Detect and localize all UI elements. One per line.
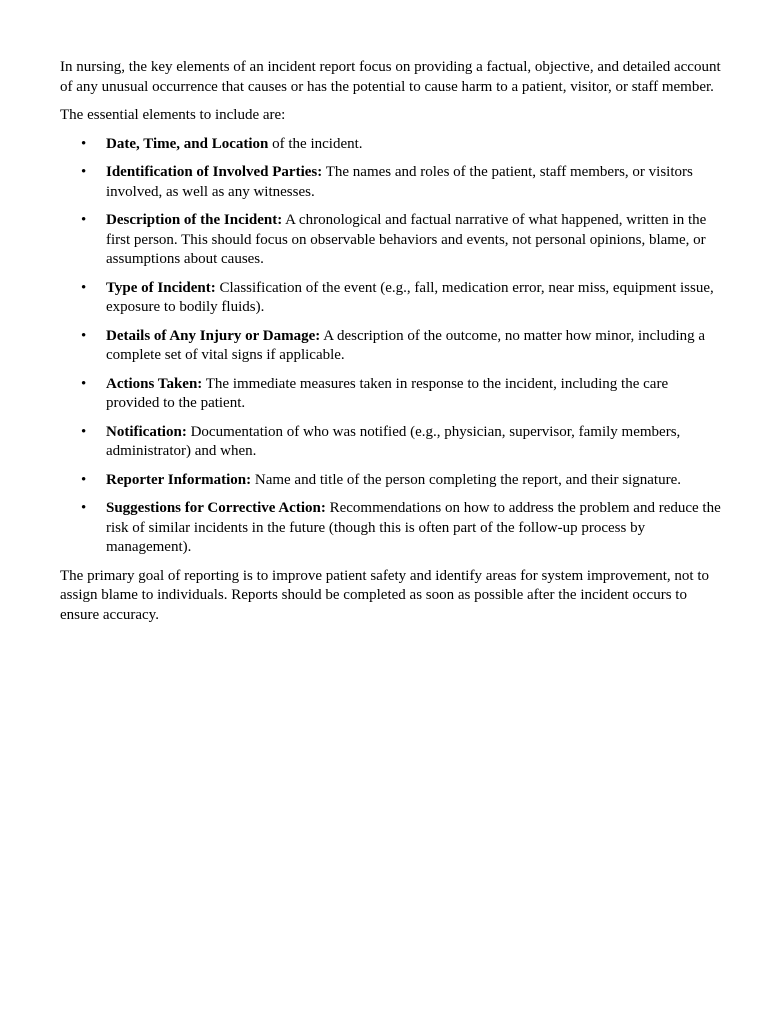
list-item-text: The names and roles of the patient, staff members, or visitors involved, as well as any witnesses. [106,164,693,200]
list-lead-in: The essential elements to include are: [60,107,286,123]
closing-paragraph: The primary goal of reporting is to improve patient safety and identify areas for system improvement, not to assign blame to individuals. Reports should be completed as soon as possible after the incident occurs to ensure accuracy. [60,567,709,623]
list-item-text: A chronological and factual narrative of what happened, written in the first person. This should focus on observable behaviors and events, not personal opinions, blame, or assumptions about causes. [106,212,707,267]
list-item [106,135,724,155]
list-item [106,211,724,270]
list-item [106,163,724,202]
list-item [106,327,724,366]
list-item-text: Name and title of the person completing the report, and their signature. [251,471,681,488]
list-item-text: A description of the outcome, no matter how minor, including a complete set of vital signs if applicable. [106,327,706,363]
list-item-term: Date, Time, and Location [106,135,269,152]
list-item-term: Suggestions for Corrective Action: [106,500,326,516]
list-item [106,423,724,462]
list-item [106,279,724,318]
list-item [106,471,724,491]
list-item-text: Documentation of who was notified (e.g., physician, supervisor, family members, administrator) and when. [106,423,681,459]
list-item-text: Classification of the event (e.g., fall, medication error, near miss, equipment issue, exposure to bodily fluids). [106,279,714,315]
list-item-term: Actions Taken: [106,375,203,392]
list-item-term: Type of Incident: [106,279,216,296]
essential-elements-list [60,135,724,558]
list-item-text: of the incident. [268,135,363,152]
list-item [106,375,724,414]
list-item [106,499,724,558]
list-item-term: Reporter Information: [106,471,252,488]
list-item-term: Description of the Incident: [106,212,283,228]
list-item-text: The immediate measures taken in response to the incident, including the care provided to the patient. [106,375,669,411]
list-item-text: Recommendations on how to address the problem and reduce the risk of similar incidents in the future (though this is often part of the follow-up process by management). [106,500,721,555]
list-item-term: Details of Any Injury or Damage: [106,327,321,344]
list-item-term: Identification of Involved Parties: [106,164,323,180]
list-item-term: Notification: [106,423,187,440]
intro-paragraph: In nursing, the key elements of an incident report focus on providing a factual, objective, and detailed account of any unusual occurrence that causes or has the potential to cause harm to a patient, visitor, or staff member. [60,59,721,95]
